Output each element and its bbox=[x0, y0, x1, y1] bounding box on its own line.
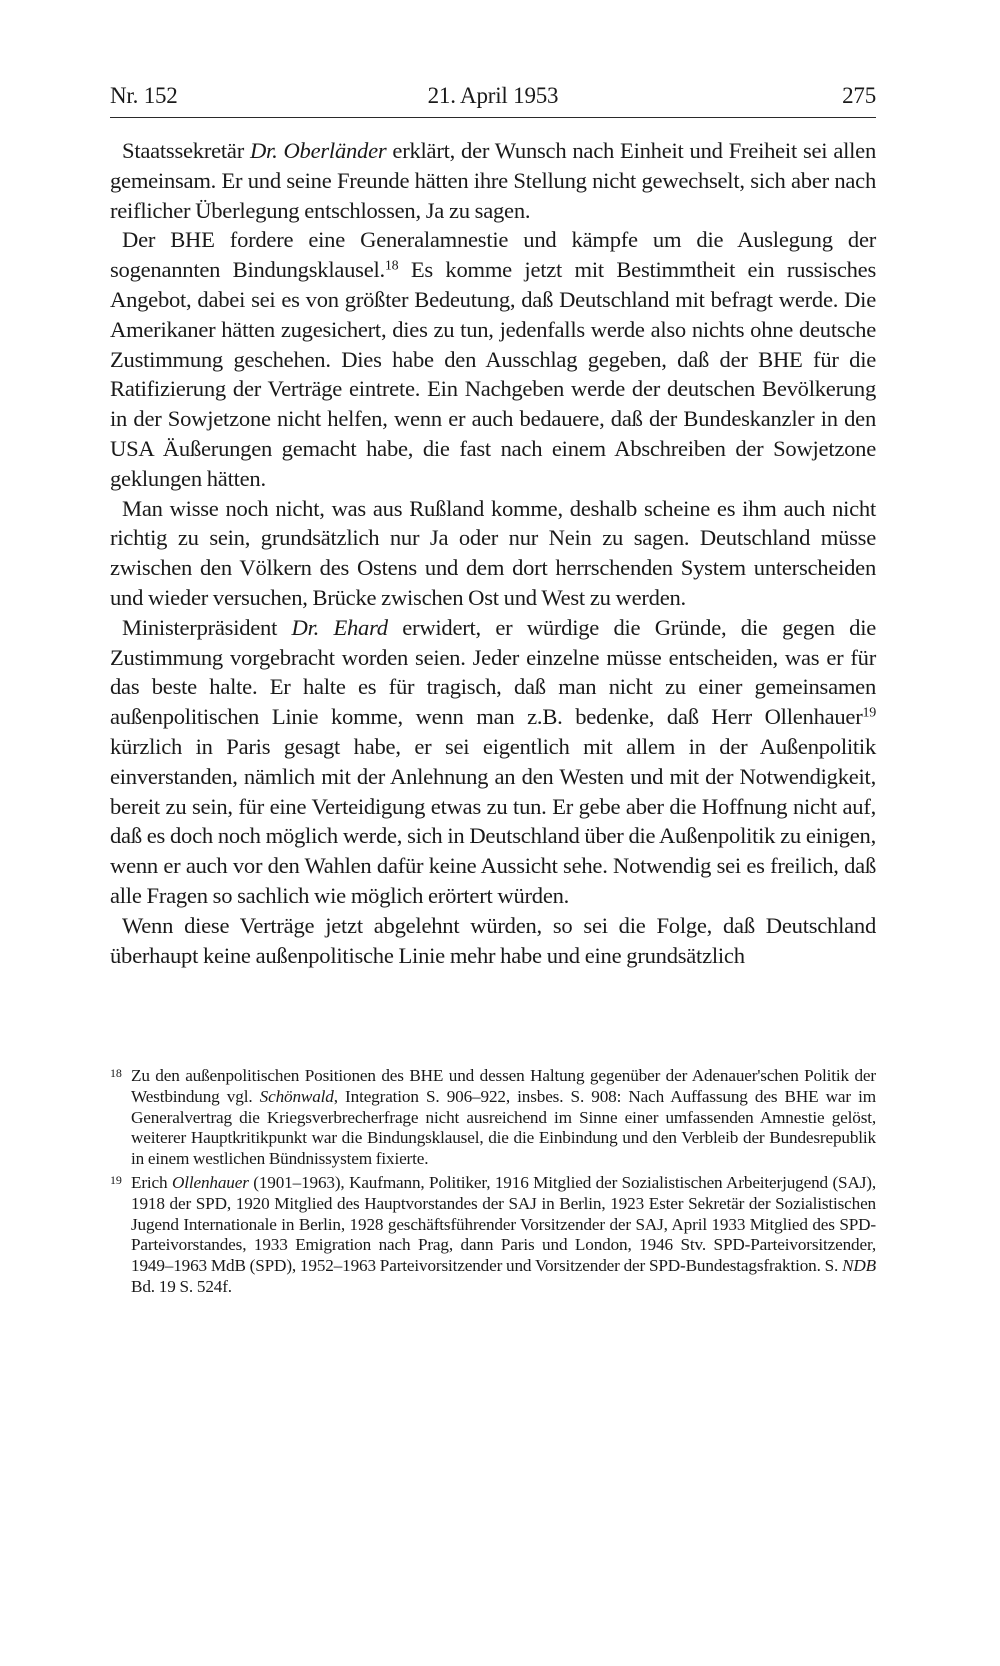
paragraph: Ministerpräsident Dr. Ehard erwidert, er würdige die Gründe, die gegen die Zustimmung vorgebracht worden seien. Jeder einzelne müsse entscheiden, was er für das beste halte. Er halte es für tragisch, daß man nicht zu einer gemeinsamen außenpolitischen Linie komme, wenn man z.B. bedenke, daß Herr Ollenhauer$^{19}$ kürzlich in Paris gesagt habe, er sei eigentlich mit allem in der Außenpolitik einverstanden, nämlich mit der Anlehnung an den Westen und mit der Notwendigkeit, bereit zu sein, für eine Verteidigung etwas zu tun. Er gebe aber die Hoffnung nicht auf, daß es doch noch möglich werde, sich in Deutschland über die Außenpolitik zu einigen, wenn er auch vor den Wahlen dafür keine Aussicht sehe. Notwendig sei es freilich, daß alle Fragen so sachlich wie möglich erörtert würden. bbox=[110, 614, 877, 908]
footnote-number: 18 bbox=[110, 1066, 122, 1080]
footnote-reference[interactable]: 18 bbox=[384, 258, 399, 274]
italic-name: Ollenhauer bbox=[171, 1172, 249, 1192]
italic-name: Dr. Oberländer bbox=[249, 138, 387, 163]
italic-name: Dr. Ehard bbox=[291, 614, 388, 640]
italic-name: Schönwald bbox=[259, 1086, 334, 1106]
running-head bbox=[110, 80, 876, 112]
document-number: Nr. 152 bbox=[110, 83, 178, 108]
footnote-text: Zu den außenpolitischen Positionen des BHE und dessen Haltung gegenüber der Adenauer'schen Politik der Westbindung vgl. Schönwald, Integration S. 906–922, insbes. S. 908: Nach Auffassung des BHE war im Generalvertrag die Kriegsverbrecherfrage nicht ausreichend im Sinne einer umfassenden Amnestie gelöst, weiterer Hauptkritikpunkt war die Bindungsklausel, die die Einbindung und den Verbleib der Bundesrepublik in einem westlichen Bündnissystem fixierte. bbox=[131, 1066, 876, 1169]
body-text bbox=[110, 136, 876, 970]
paragraph: Der BHE fordere eine Generalamnestie und kämpfe um die Auslegung der sogenannten Bindungsklausel.$^{18}$ Es komme jetzt mit Bestimmtheit ein russisches Angebot, dabei sei es von größter Bedeutung, daß Deutschland mit befragt werde. Die Amerikaner hätten zugesichert, dies zu tun, jedenfalls werde also nichts ohne deutsche Zustimmung geschehen. Dies habe den Ausschlag gegeben, daß der BHE für die Ratifizierung der Verträge eintrete. Ein Nachgeben werde der deutschen Bevölkerung in der Sowjetzone nicht helfen, wenn er auch bedauere, daß der Bundeskanzler in den USA Äußerungen gemacht habe, die fast nach einem Abschreiben der Sowjetzone geklungen hätten. bbox=[110, 227, 876, 491]
document-date: 21. April 1953 bbox=[427, 83, 559, 108]
paragraph: Staatssekretär Dr. Oberländer erklärt, der Wunsch nach Einheit und Freiheit sei allen gemeinsam. Er und seine Freunde hätten ihre Stellung nicht gewechselt, sich aber nach reiflicher Überlegung entschlossen, Ja zu sagen. bbox=[110, 138, 876, 223]
footnote bbox=[110, 1173, 876, 1298]
footnote bbox=[110, 1066, 876, 1170]
footnote-text: Erich Ollenhauer (1901–1963), Kaufmann, Politiker, 1916 Mitglied der Sozialistischen Arbeiterjugend (SAJ), 1918 der SPD, 1920 Mitglied des Hauptvorstandes der SAJ in Berlin, 1923 Ester Sekretär der Sozialistischen Jugend Internationale in Berlin, 1928 geschäftsführender Vorsitzender der SAJ, April 1933 Mitglied des SPD-Parteivorstandes, 1933 Emigration nach Prag, dann Paris und London, 1946 Stv. SPD-Parteivorsitzender, 1949–1963 MdB (SPD), 1952–1963 Parteivorsitzender und Vorsitzender der SPD-Bundestagsfraktion. S. NDB Bd. 19 S. 524f. bbox=[131, 1172, 876, 1296]
footnote-number: 19 bbox=[110, 1172, 122, 1187]
paragraph: Wenn diese Verträge jetzt abgelehnt würden, so sei die Folge, daß Deutschland überhaupt keine außenpolitische Linie mehr habe und eine grundsätzlich bbox=[110, 912, 876, 968]
footnote-reference[interactable]: 19 bbox=[862, 705, 876, 721]
italic-name: NDB bbox=[842, 1256, 876, 1276]
footnotes bbox=[110, 1066, 876, 1301]
header-rule bbox=[110, 117, 876, 118]
paragraph: Man wisse noch nicht, was aus Rußland komme, deshalb scheine es ihm auch nicht richtig zu sein, grundsätzlich nur Ja oder nur Nein zu sagen. Deutschland müsse zwischen den Völkern des Ostens und dem dort herrschenden System unterscheiden und wieder versuchen, Brücke zwischen Ost und West zu werden. bbox=[110, 495, 876, 610]
page-number: 275 bbox=[842, 83, 876, 108]
